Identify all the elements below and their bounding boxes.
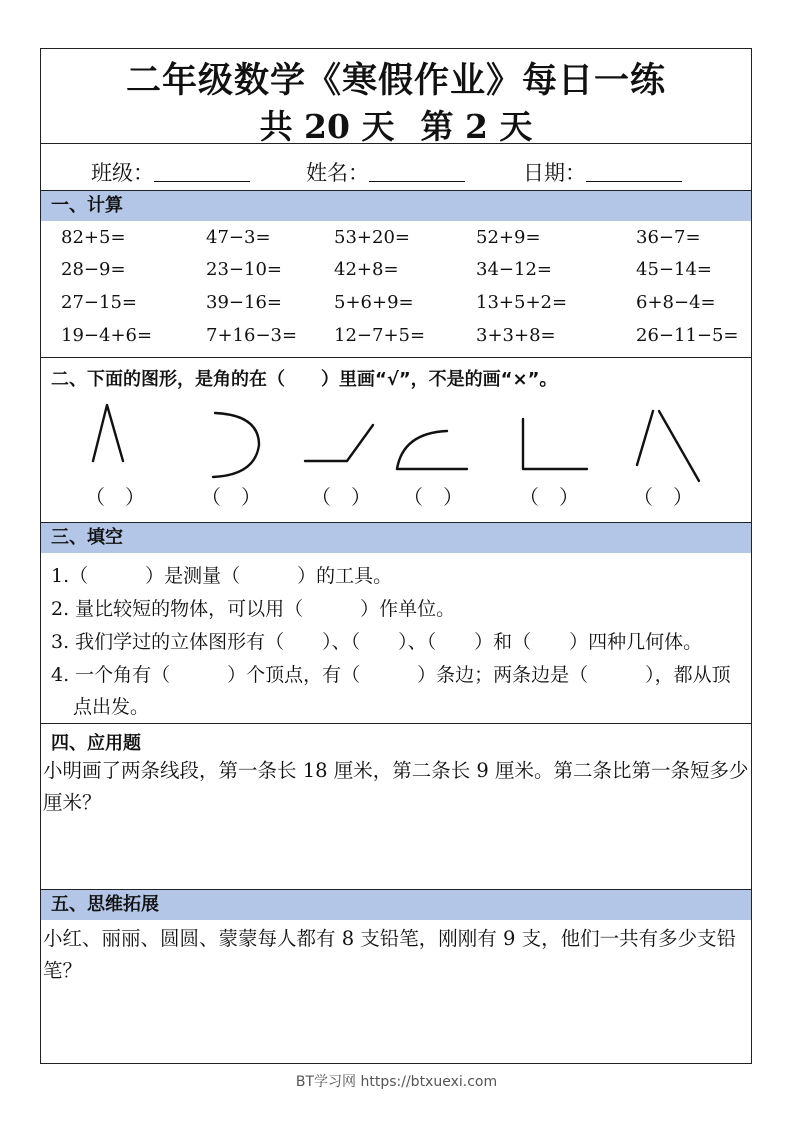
answer-paren[interactable]: （ ） [311,485,371,509]
class-blank[interactable] [154,161,250,182]
calc-problem: 26−11−5= [636,325,739,346]
divider [41,357,751,358]
divider [41,723,751,724]
fill-item-4: 4. 一个角有（ ）个顶点，有（ ）条边；两条边是（ ），都从顶 [51,664,731,686]
calc-problem: 39−16= [206,292,282,313]
fill-item-2: 2. 量比较短的物体，可以用（ ）作单位。 [51,598,456,620]
name-field [306,157,465,187]
calc-problem: 3+3+8= [476,325,556,346]
calc-problem: 52+9= [476,227,541,248]
calc-problem: 45−14= [636,259,712,280]
section1-header: 一、计算 [41,191,751,221]
answer-paren[interactable]: （ ） [633,485,693,509]
shape-bent-line-icon [305,425,373,461]
section4-header: 四、应用题 [51,733,141,754]
calc-problem: 6+8−4= [636,292,716,313]
section2-header: 二、下面的图形，是角的在（ ）里画“√”，不是的画“×”。 [51,369,558,390]
calc-problem: 47−3= [206,227,271,248]
total-days: 共 20 天 [259,107,395,146]
name-blank[interactable] [369,161,465,182]
divider [41,143,751,144]
date-label: 日期： [523,161,586,185]
shape-angle-icon [93,405,123,461]
worksheet [40,48,752,1064]
calc-problem: 12−7+5= [334,325,426,346]
calc-problem: 36−7= [636,227,701,248]
fill-item-3: 3. 我们学过的立体图形有（ ）、（ ）、（ ）和（ ）四种几何体。 [51,631,703,653]
answer-paren[interactable]: （ ） [519,485,579,509]
shape-right-angle-icon [523,419,587,469]
fill-item-4-cont: 点出发。 [73,696,150,718]
answer-paren[interactable]: （ ） [403,485,463,509]
calc-problem: 27−15= [61,292,137,313]
calc-problem: 7+16−3= [206,325,298,346]
calc-problem: 34−12= [476,259,552,280]
calc-problem: 28−9= [61,259,126,280]
name-label: 姓名： [306,161,369,185]
calc-problem: 5+6+9= [334,292,414,313]
section3-header: 三、填空 [41,523,751,553]
calc-problem: 23−10= [206,259,282,280]
calc-problem: 42+8= [334,259,399,280]
answer-paren[interactable]: （ ） [85,485,145,509]
date-field [523,157,682,187]
class-field [91,157,250,187]
shapes-figure [41,397,753,487]
word-problem: 小明画了两条线段，第一条长 18 厘米，第二条长 9 厘米。第二条比第一条短多少厘米？ [43,759,749,814]
fill-item-1: 1.（ ）是测量（ ）的工具。 [51,565,393,587]
answer-paren[interactable]: （ ） [201,485,261,509]
calc-problem: 53+20= [334,227,410,248]
current-day: 第 2 天 [420,107,533,146]
shape-curve-icon [213,413,259,477]
calc-problem: 82+5= [61,227,126,248]
page-subtitle [41,101,751,148]
shape-arc-icon [397,431,467,469]
thinking-problem: 小红、丽丽、圆圆、蒙蒙每人都有 8 支铅笔，刚刚有 9 支，他们一共有多少支铅笔？ [43,927,737,982]
calc-problem: 13+5+2= [476,292,568,313]
footer-credit[interactable]: BT学习网 https://btxuexi.com [295,1074,498,1090]
class-label: 班级： [91,161,154,185]
shape-open-lines-icon [637,411,699,481]
section5-header: 五、思维拓展 [41,890,751,920]
calc-problem: 19−4+6= [61,325,153,346]
page-title: 二年级数学《寒假作业》每日一练 [125,60,666,101]
date-blank[interactable] [586,161,682,182]
